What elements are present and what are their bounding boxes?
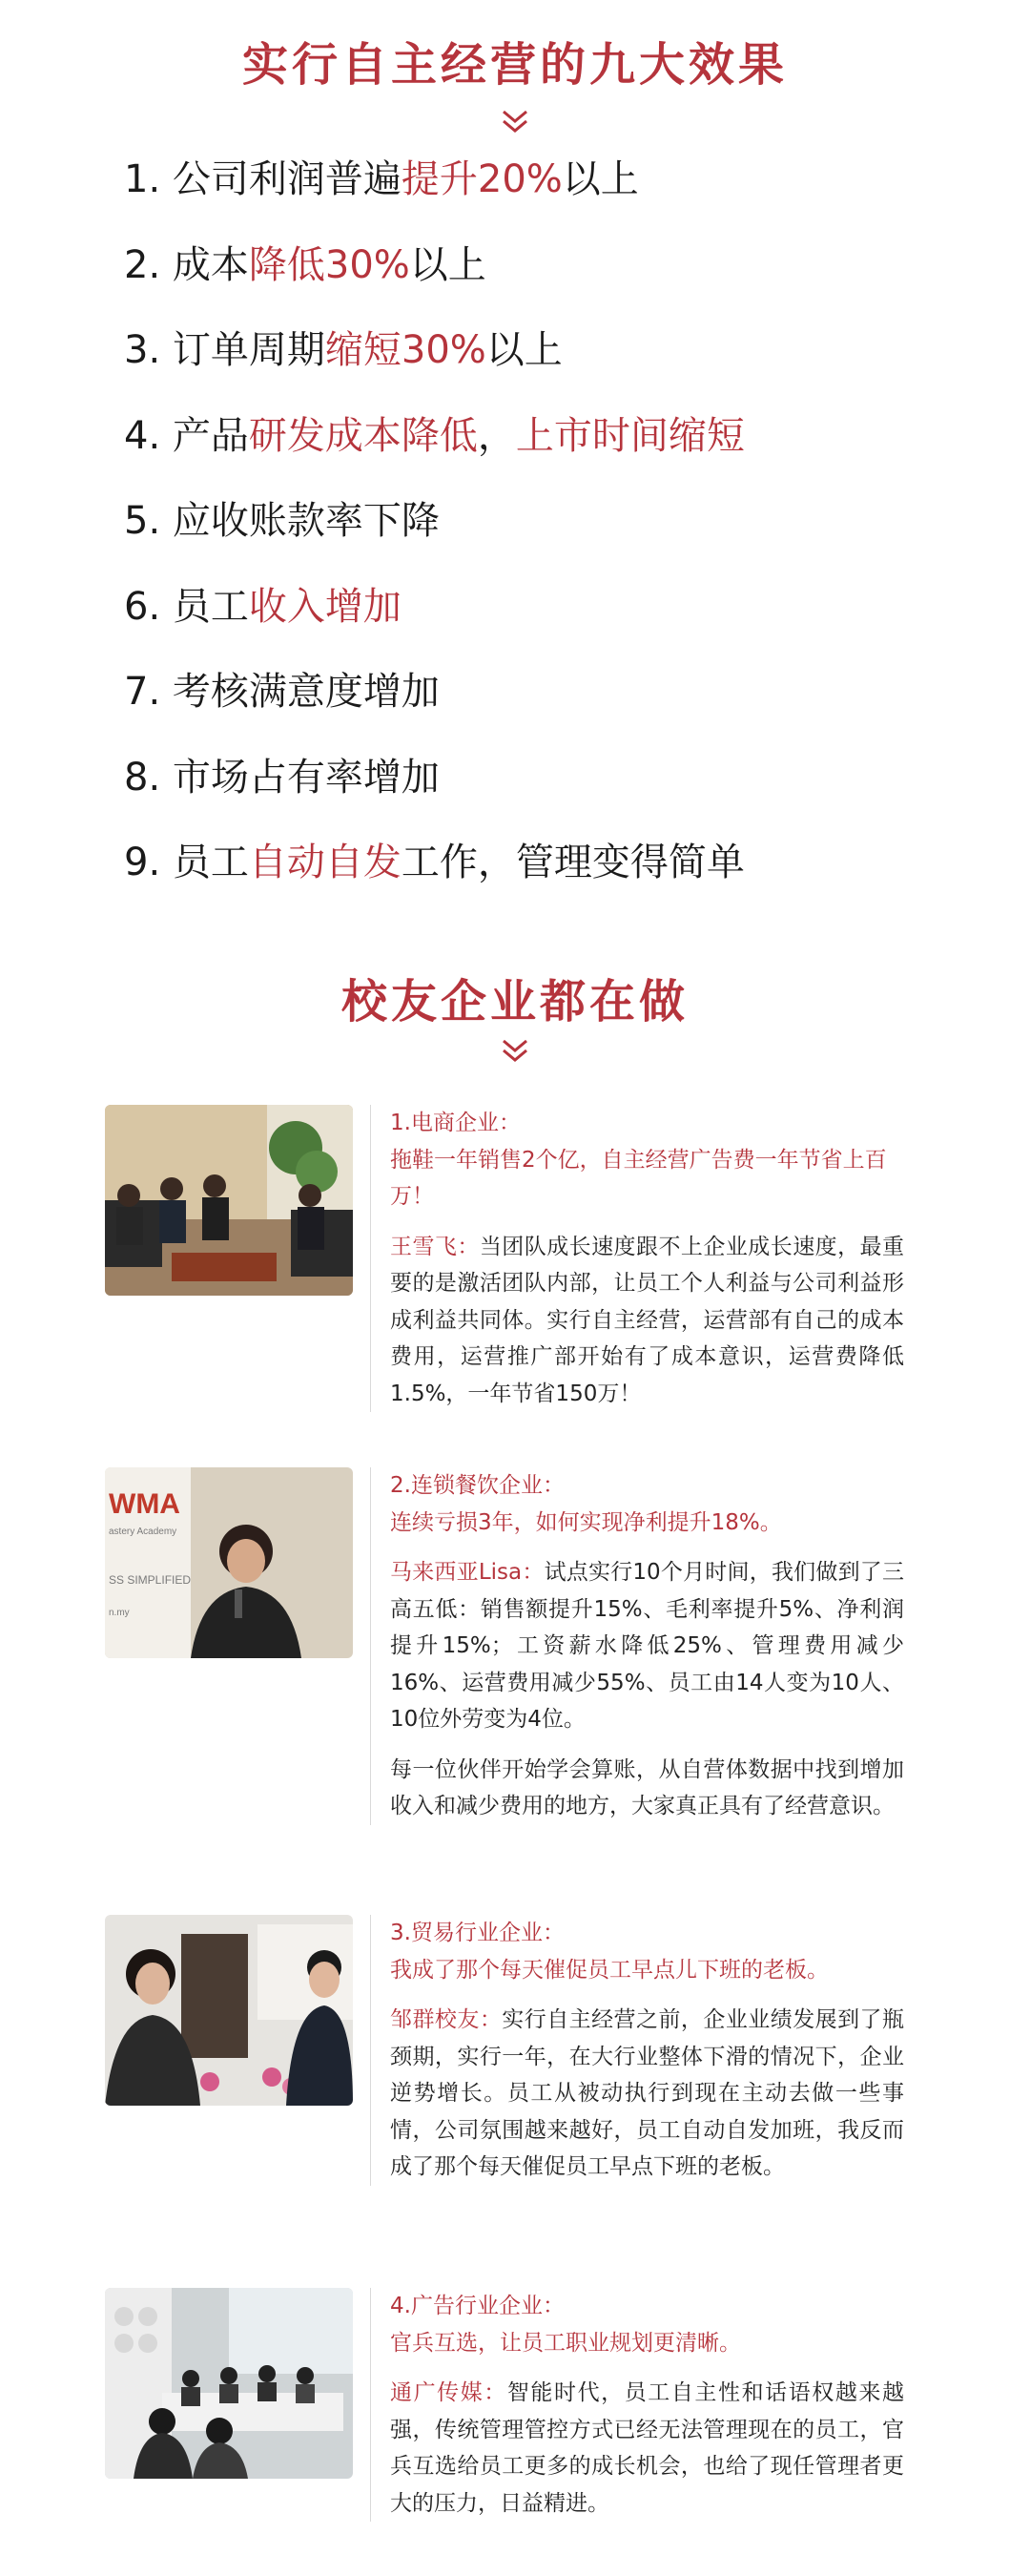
case-subtitle: 官兵互选，让员工职业规划更清晰。 bbox=[390, 2330, 741, 2356]
case-category: 4.广告行业企业： bbox=[390, 2294, 565, 2318]
speaker-name: 马来西亚Lisa： bbox=[390, 1560, 545, 1585]
photo-caption-text: astery Academy bbox=[109, 1527, 177, 1537]
effects-title: 实行自主经营的九大效果 bbox=[241, 38, 788, 92]
effect-highlight: 缩短30% bbox=[324, 328, 486, 372]
quote-text: 当团队成长速度跟不上企业成长速度，最重要的是激活团队内部，让员工个人利益与公司利益形成利益共同体。实行自主经营，运营部有自己的成本费用，运营推广部开始有了成本意识，运营费降低1.5%，一年节省150万！ bbox=[390, 1234, 905, 1406]
case-card-restaurant bbox=[0, 1467, 1030, 1868]
case-category: 1.电商企业： bbox=[390, 1111, 521, 1135]
interview-photo bbox=[105, 1915, 353, 2106]
effect-number: 4. bbox=[124, 413, 173, 458]
effect-item bbox=[124, 409, 963, 495]
photo-caption-text: SS SIMPLIFIED bbox=[109, 1573, 192, 1587]
effect-item bbox=[124, 494, 963, 580]
effect-number: 6. bbox=[124, 584, 173, 629]
case-subtitle: 连续亏损3年，如何实现净利提升18%。 bbox=[390, 1509, 782, 1535]
effect-text: 以上 bbox=[485, 328, 563, 372]
case-body bbox=[370, 1915, 904, 2186]
effect-item bbox=[124, 153, 963, 239]
photo-caption-text: n.my bbox=[109, 1608, 130, 1618]
case-card-trade bbox=[0, 1915, 1030, 2230]
speaker-name: 邹群校友： bbox=[390, 2007, 503, 2032]
effect-number: 2. bbox=[124, 242, 173, 287]
effect-text: ， bbox=[477, 413, 516, 458]
case-body bbox=[370, 1467, 904, 1825]
effect-text: 市场占有率增加 bbox=[172, 755, 440, 800]
effect-highlight: 研发成本降低 bbox=[248, 413, 478, 458]
effect-item bbox=[124, 580, 963, 666]
case-quote bbox=[390, 1229, 904, 1413]
effect-highlight: 上市时间缩短 bbox=[515, 413, 745, 458]
effect-text: 成本 bbox=[172, 242, 249, 287]
quote-text: 试点实行10个月时间，我们做到了三高五低：销售额提升15%、毛利率提升5%、净利润提升15%；工资薪水降低25%、管理费用减少16%、运营费用减少55%、员工由14人变为10人、10位外劳变为4位。 bbox=[390, 1560, 904, 1732]
case-extra-paragraph: 每一位伙伴开始学会算账，从自营体数据中找到增加收入和减少费用的地方，大家真正具有了经营意识。 bbox=[390, 1756, 904, 1818]
case-heading bbox=[390, 1467, 904, 1541]
effect-number: 1. bbox=[124, 157, 173, 201]
effect-item bbox=[124, 323, 963, 409]
effect-number: 8. bbox=[124, 755, 173, 800]
effect-text: 员工 bbox=[172, 841, 249, 884]
quote-text: 实行自主经营之前，企业业绩发展到了瓶颈期，实行一年，在大行业整体下滑的情况下，企业逆势增长。员工从被动执行到现在主动去做一些事情，公司氛围越来越好，员工自动自发加班，我反而成了那个每天催促员工早点下班的老板。 bbox=[390, 2007, 905, 2179]
case-body bbox=[370, 2288, 904, 2522]
double-chevron-down-icon bbox=[498, 109, 532, 135]
case-heading bbox=[390, 1105, 904, 1215]
case-quote bbox=[390, 2375, 904, 2522]
case-card-advertising bbox=[0, 2288, 1030, 2565]
effect-text: 员工 bbox=[172, 584, 249, 629]
case-heading bbox=[390, 1915, 904, 1988]
meeting-photo bbox=[105, 1105, 353, 1296]
effect-text: 工作，管理变得简单 bbox=[401, 841, 745, 884]
effect-number: 3. bbox=[124, 328, 173, 372]
quote-text: 智能时代，员工自主性和话语权越来越强，传统管理管控方式已经无法管理现在的员工，官兵互选给员工更多的成长机会，也给了现任管理者更大的压力，日益精进。 bbox=[390, 2380, 905, 2516]
speaker-name: 王雪飞： bbox=[390, 1234, 480, 1259]
case-category: 2.连锁餐饮企业： bbox=[390, 1473, 565, 1498]
effect-item bbox=[124, 836, 963, 922]
cases-title: 校友企业都在做 bbox=[340, 975, 689, 1028]
double-chevron-down-icon bbox=[498, 1038, 532, 1065]
effects-list bbox=[124, 153, 963, 922]
effect-text: 产品 bbox=[172, 413, 249, 458]
effect-number: 5. bbox=[124, 499, 173, 543]
effect-text: 公司利润普遍 bbox=[172, 157, 402, 201]
effect-item bbox=[124, 751, 963, 837]
speaker-name: 通广传媒： bbox=[390, 2380, 507, 2405]
photo-logo-text: WMA bbox=[109, 1488, 180, 1520]
case-card-ecommerce bbox=[0, 1105, 1030, 1420]
team-meeting-photo bbox=[105, 2288, 353, 2479]
case-heading bbox=[390, 2288, 904, 2361]
effect-item bbox=[124, 239, 963, 324]
effect-highlight: 收入增加 bbox=[248, 584, 402, 629]
effect-highlight: 自动自发 bbox=[248, 841, 402, 884]
case-quote bbox=[390, 2002, 904, 2186]
effect-text: 订单周期 bbox=[172, 328, 325, 372]
case-subtitle: 拖鞋一年销售2个亿，自主经营广告费一年节省上百万！ bbox=[390, 1147, 887, 1209]
effect-text: 以上 bbox=[409, 242, 486, 287]
effect-text: 以上 bbox=[562, 157, 639, 201]
effect-item bbox=[124, 665, 963, 751]
case-category: 3.贸易行业企业： bbox=[390, 1921, 565, 1945]
case-body bbox=[370, 1105, 904, 1412]
speaker-photo bbox=[105, 1467, 353, 1658]
case-quote bbox=[390, 1554, 904, 1738]
case-subtitle: 我成了那个每天催促员工早点儿下班的老板。 bbox=[390, 1957, 829, 1983]
effect-highlight: 降低30% bbox=[248, 242, 410, 287]
effect-text: 考核满意度增加 bbox=[172, 670, 440, 714]
effect-highlight: 提升20% bbox=[401, 157, 563, 201]
effect-text: 应收账款率下降 bbox=[172, 499, 440, 543]
effect-number: 7. bbox=[124, 670, 173, 714]
effect-number: 9. bbox=[124, 841, 173, 884]
